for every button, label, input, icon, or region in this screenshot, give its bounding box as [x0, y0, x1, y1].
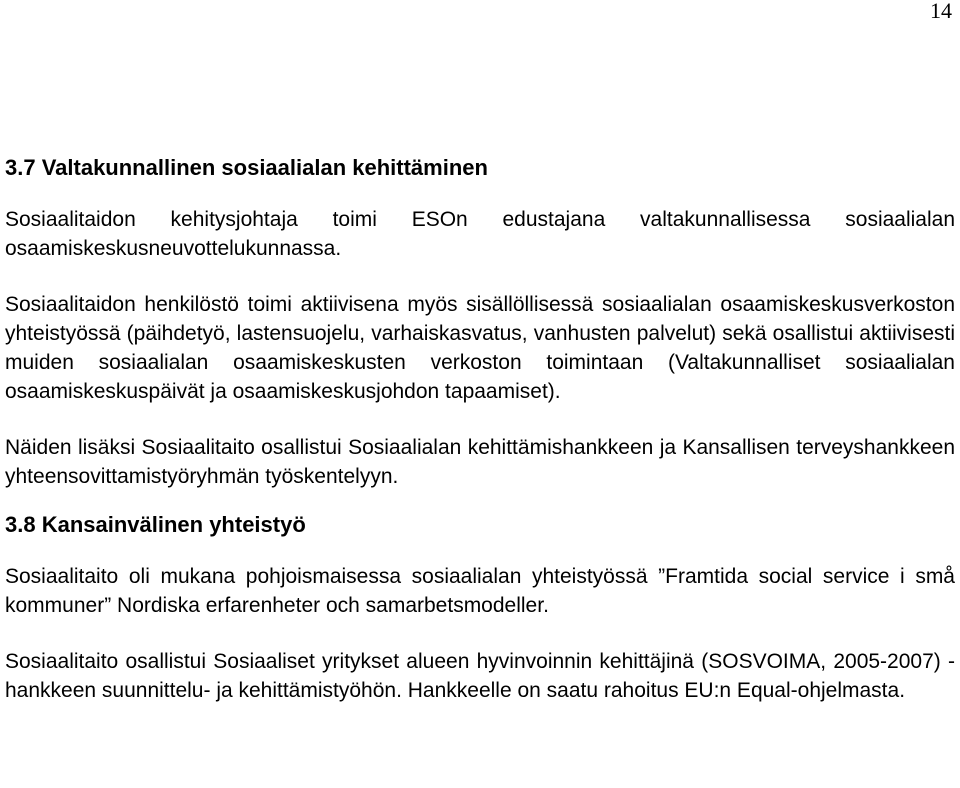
page-number: 14	[930, 0, 952, 23]
paragraph: Sosiaalitaito osallistui Sosiaaliset yritykset alueen hyvinvoinnin kehittäjinä (SOSVOIMA, 2005-2007) -hankkeen suunnittelu- ja kehittämistyöhön. Hankkeelle on saatu rahoitus EU:n Equal-ohjelmasta.	[5, 650, 955, 702]
paragraph: Sosiaalitaidon kehitysjohtaja toimi ESOn edustajana valtakunnallisessa sosiaalialan osaamiskeskusneuvottelukunnassa.	[5, 208, 955, 260]
section-heading-3-8: 3.8 Kansainvälinen yhteistyö	[5, 512, 306, 537]
paragraph: Sosiaalitaidon henkilöstö toimi aktiivisena myös sisällöllisessä sosiaalialan osaamiskeskusverkoston yhteistyössä (päihdetyö, lastensuojelu, varhaiskasvatus, vanhusten palvelut) sekä osallistui aktiivisesti muiden sosiaalialan osaamiskeskusten verkoston toimintaan (Valtakunnalliset sosiaalialan osaamiskeskuspäivät ja osaamiskeskusjohdon tapaamiset).	[5, 293, 955, 403]
paragraph: Näiden lisäksi Sosiaalitaito osallistui Sosiaalialan kehittämishankkeen ja Kansallisen terveyshankkeen yhteensovittamistyöryhmän työskentelyyn.	[5, 436, 955, 488]
section-heading-3-7: 3.7 Valtakunnallinen sosiaalialan kehittäminen	[5, 155, 488, 180]
paragraph: Sosiaalitaito oli mukana pohjoismaisessa sosiaalialan yhteistyössä ”Framtida social service i små kommuner” Nordiska erfarenheter och samarbetsmodeller.	[5, 565, 955, 617]
document-body	[5, 152, 955, 705]
